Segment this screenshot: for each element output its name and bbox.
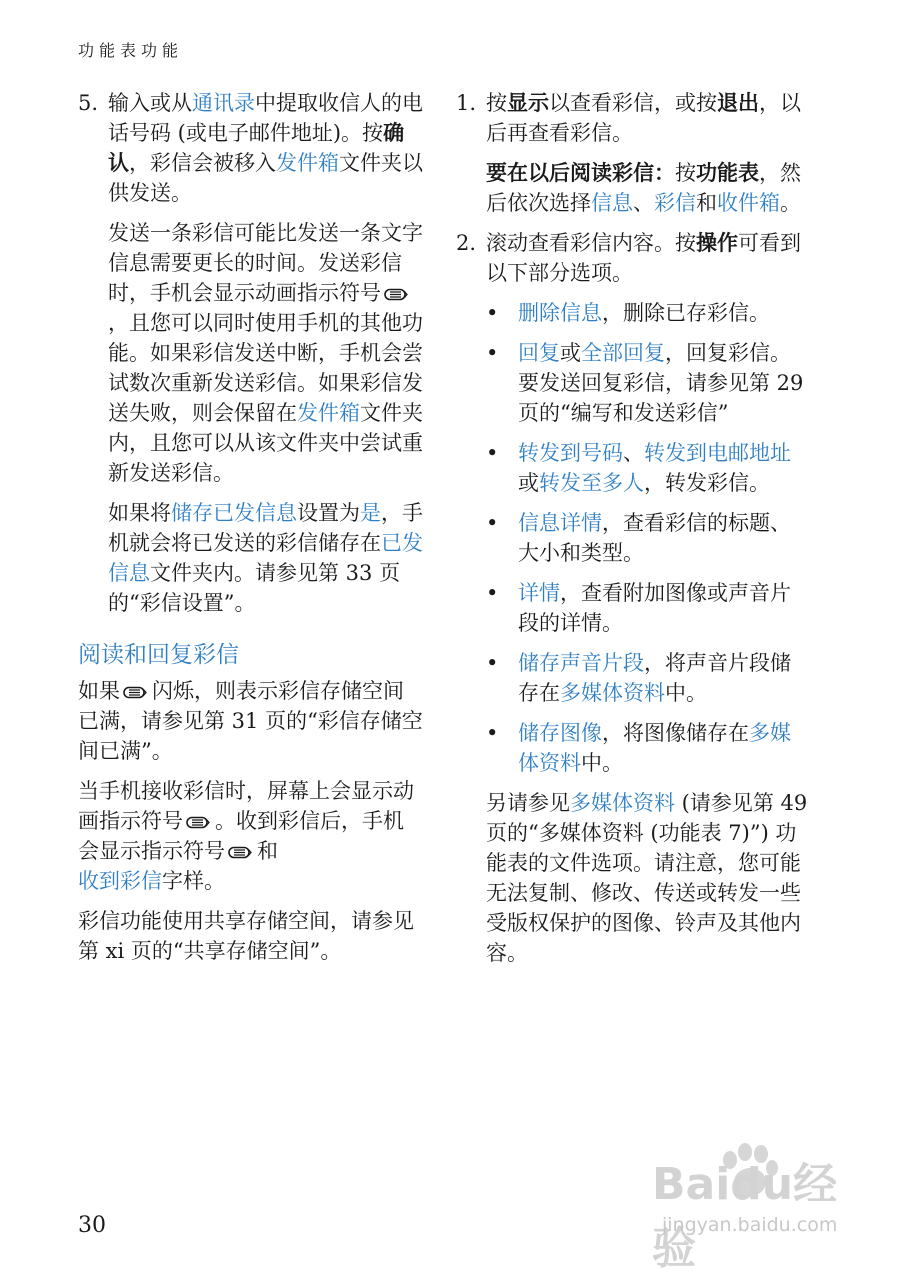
step-1 bbox=[456, 88, 811, 148]
link-gallery: 多媒体资料 bbox=[570, 791, 675, 815]
text: ，手机就会将已发送的彩信储存在 bbox=[108, 501, 423, 555]
section-heading: 阅读和回复彩信 bbox=[78, 642, 239, 668]
text: 字样。 bbox=[162, 869, 225, 893]
paragraph-memory-full bbox=[78, 676, 423, 766]
text: 另请参见 bbox=[486, 791, 570, 815]
option-message-details bbox=[486, 508, 811, 568]
option-delete bbox=[486, 298, 811, 328]
text: ，以后再查看彩信。 bbox=[486, 91, 801, 145]
link-delete: 删除信息 bbox=[518, 301, 602, 325]
link-forward-email: 转发到电邮地址 bbox=[644, 441, 791, 465]
link-save-sound: 储存声音片段 bbox=[518, 651, 644, 675]
text: 可看到以下部分选项。 bbox=[486, 231, 801, 285]
paragraph-shared-memory: 彩信功能使用共享存储空间，请参见第 xi 页的“共享存储空间”。 bbox=[78, 909, 414, 963]
text: 。收到彩信后，手机会显示指示符号 bbox=[78, 809, 404, 863]
step-number: 2. bbox=[456, 231, 477, 255]
option-text bbox=[518, 338, 811, 428]
page-number: 30 bbox=[78, 1213, 106, 1238]
message-indicator-icon bbox=[186, 816, 210, 829]
bullet: • bbox=[486, 651, 499, 675]
text: (请参见第 49 页的“多媒体资料 (功能表 7)”) 功能表的文件选项。请注意，您可能无法复制、修改、传送或转发一些受版权保护的图像、铃声及其他内容。 bbox=[486, 791, 808, 965]
link-details: 详情 bbox=[518, 581, 560, 605]
bullet: • bbox=[486, 301, 499, 325]
watermark bbox=[640, 1148, 880, 1274]
note-label: 要在以后阅读彩信： bbox=[486, 160, 675, 185]
left-column bbox=[78, 88, 423, 976]
link-mms: 彩信 bbox=[654, 191, 696, 215]
bullet: • bbox=[486, 441, 499, 465]
link-forward-number: 转发到号码 bbox=[518, 441, 623, 465]
text: 按 bbox=[486, 91, 507, 115]
link-reply: 回复 bbox=[518, 341, 560, 365]
key-show: 显示 bbox=[507, 90, 549, 115]
key-menu: 功能表 bbox=[696, 160, 759, 185]
text: ，将图像储存在 bbox=[602, 721, 749, 745]
link-inbox: 收件箱 bbox=[717, 191, 780, 215]
key-exit: 退出 bbox=[717, 90, 759, 115]
text: 闪烁，则表示彩信存储空间已满，请参见第 31 页的“彩信存储空间已满”。 bbox=[78, 679, 423, 763]
message-indicator-icon bbox=[384, 288, 408, 301]
option-text bbox=[518, 298, 811, 328]
paragraph-receiving bbox=[78, 776, 423, 896]
text: 、 bbox=[623, 441, 644, 465]
paragraph-sending bbox=[108, 218, 423, 488]
step-text bbox=[486, 228, 811, 288]
text: 或 bbox=[560, 341, 581, 365]
option-text bbox=[518, 508, 811, 568]
link-gallery: 多媒体资料 bbox=[518, 721, 791, 775]
step-text bbox=[486, 88, 811, 148]
message-indicator-icon bbox=[123, 686, 147, 699]
option-text bbox=[518, 718, 811, 778]
link-message-details: 信息详情 bbox=[518, 511, 602, 535]
paragraph-read-later bbox=[486, 158, 811, 218]
option-details bbox=[486, 578, 811, 638]
text: 中。 bbox=[581, 751, 623, 775]
link-outbox: 发件箱 bbox=[276, 151, 339, 175]
text: 和 bbox=[696, 191, 717, 215]
bullet: • bbox=[486, 581, 499, 605]
text: 如果将 bbox=[108, 501, 171, 525]
option-text bbox=[518, 438, 811, 498]
link-yes: 是 bbox=[360, 501, 381, 525]
step-2 bbox=[456, 228, 811, 288]
step-5 bbox=[78, 88, 423, 208]
watermark-logo: Baidu经验 bbox=[652, 1159, 838, 1274]
text: ，删除已存彩信。 bbox=[602, 301, 770, 325]
option-save-image bbox=[486, 718, 811, 778]
link-save-sent: 储存已发信息 bbox=[171, 501, 297, 525]
step-number: 5. bbox=[78, 91, 99, 115]
text: ，转发彩信。 bbox=[644, 471, 770, 495]
link-forward-multiple: 转发至多人 bbox=[539, 471, 644, 495]
text: ，回复彩信。要发送回复彩信，请参见第 29 页的“编写和发送彩信” bbox=[518, 341, 804, 425]
text: ，彩信会被移入 bbox=[129, 151, 276, 175]
text: 滚动查看彩信内容。按 bbox=[486, 231, 696, 255]
text: 文件夹内。请参见第 33 页的“彩信设置”。 bbox=[108, 561, 401, 615]
text: 、 bbox=[633, 191, 654, 215]
option-text bbox=[518, 578, 811, 638]
text: 和 bbox=[257, 839, 278, 863]
option-forward bbox=[486, 438, 811, 498]
bullet: • bbox=[486, 721, 499, 745]
text: ，然后依次选择 bbox=[486, 161, 801, 215]
paragraph-save-sent bbox=[108, 498, 423, 618]
option-reply bbox=[486, 338, 811, 428]
paragraph-see-also bbox=[486, 788, 811, 968]
text: 以查看彩信，或按 bbox=[549, 91, 717, 115]
link-messages: 信息 bbox=[591, 191, 633, 215]
text: 如果 bbox=[78, 679, 120, 703]
option-save-sound bbox=[486, 648, 811, 708]
text: 文件夹以供发送。 bbox=[108, 151, 423, 205]
text: ，查看彩信的标题、大小和类型。 bbox=[518, 511, 791, 565]
link-sent-items: 已发信息 bbox=[108, 531, 423, 585]
link-save-image: 储存图像 bbox=[518, 721, 602, 745]
step-text bbox=[108, 88, 423, 208]
text: 按 bbox=[675, 161, 696, 185]
link-received: 收到彩信 bbox=[78, 869, 162, 893]
page-header: 功能表功能 bbox=[78, 41, 184, 60]
text: 。 bbox=[780, 191, 801, 215]
text: ，查看附加图像或声音片段的详情。 bbox=[518, 581, 791, 635]
link-contacts: 通讯录 bbox=[192, 91, 255, 115]
bullet: • bbox=[486, 341, 499, 365]
link-reply-all: 全部回复 bbox=[581, 341, 665, 365]
link-gallery: 多媒体资料 bbox=[560, 681, 665, 705]
text: 发送一条彩信可能比发送一条文字信息需要更长的时间。发送彩信时，手机会显示动画指示符号 bbox=[108, 221, 423, 305]
text: 文件夹内，且您可以从该文件夹中尝试重新发送彩信。 bbox=[108, 401, 423, 485]
text: 当手机接收彩信时，屏幕上会显示动画指示符号 bbox=[78, 779, 414, 833]
text: ，将声音片段储存在 bbox=[518, 651, 791, 705]
text: 中提取收信人的电话号码 (或电子邮件地址)。按 bbox=[108, 91, 423, 145]
text: ，且您可以同时使用手机的其他功能。如果彩信发送中断，手机会尝试数次重新发送彩信。如果彩信发送失败，则会保留在 bbox=[108, 311, 423, 425]
text: 或 bbox=[518, 471, 539, 495]
text: 输入或从 bbox=[108, 91, 192, 115]
right-column bbox=[456, 88, 811, 978]
step-number: 1. bbox=[456, 91, 477, 115]
key-options: 操作 bbox=[696, 230, 738, 255]
key-confirm: 确认 bbox=[108, 120, 405, 175]
link-outbox: 发件箱 bbox=[297, 401, 360, 425]
text: 设置为 bbox=[297, 501, 360, 525]
bullet: • bbox=[486, 511, 499, 535]
option-text bbox=[518, 648, 811, 708]
watermark-url: jingyan.baidu.com bbox=[662, 1214, 838, 1236]
message-indicator-icon bbox=[228, 846, 252, 859]
text: 中。 bbox=[665, 681, 707, 705]
